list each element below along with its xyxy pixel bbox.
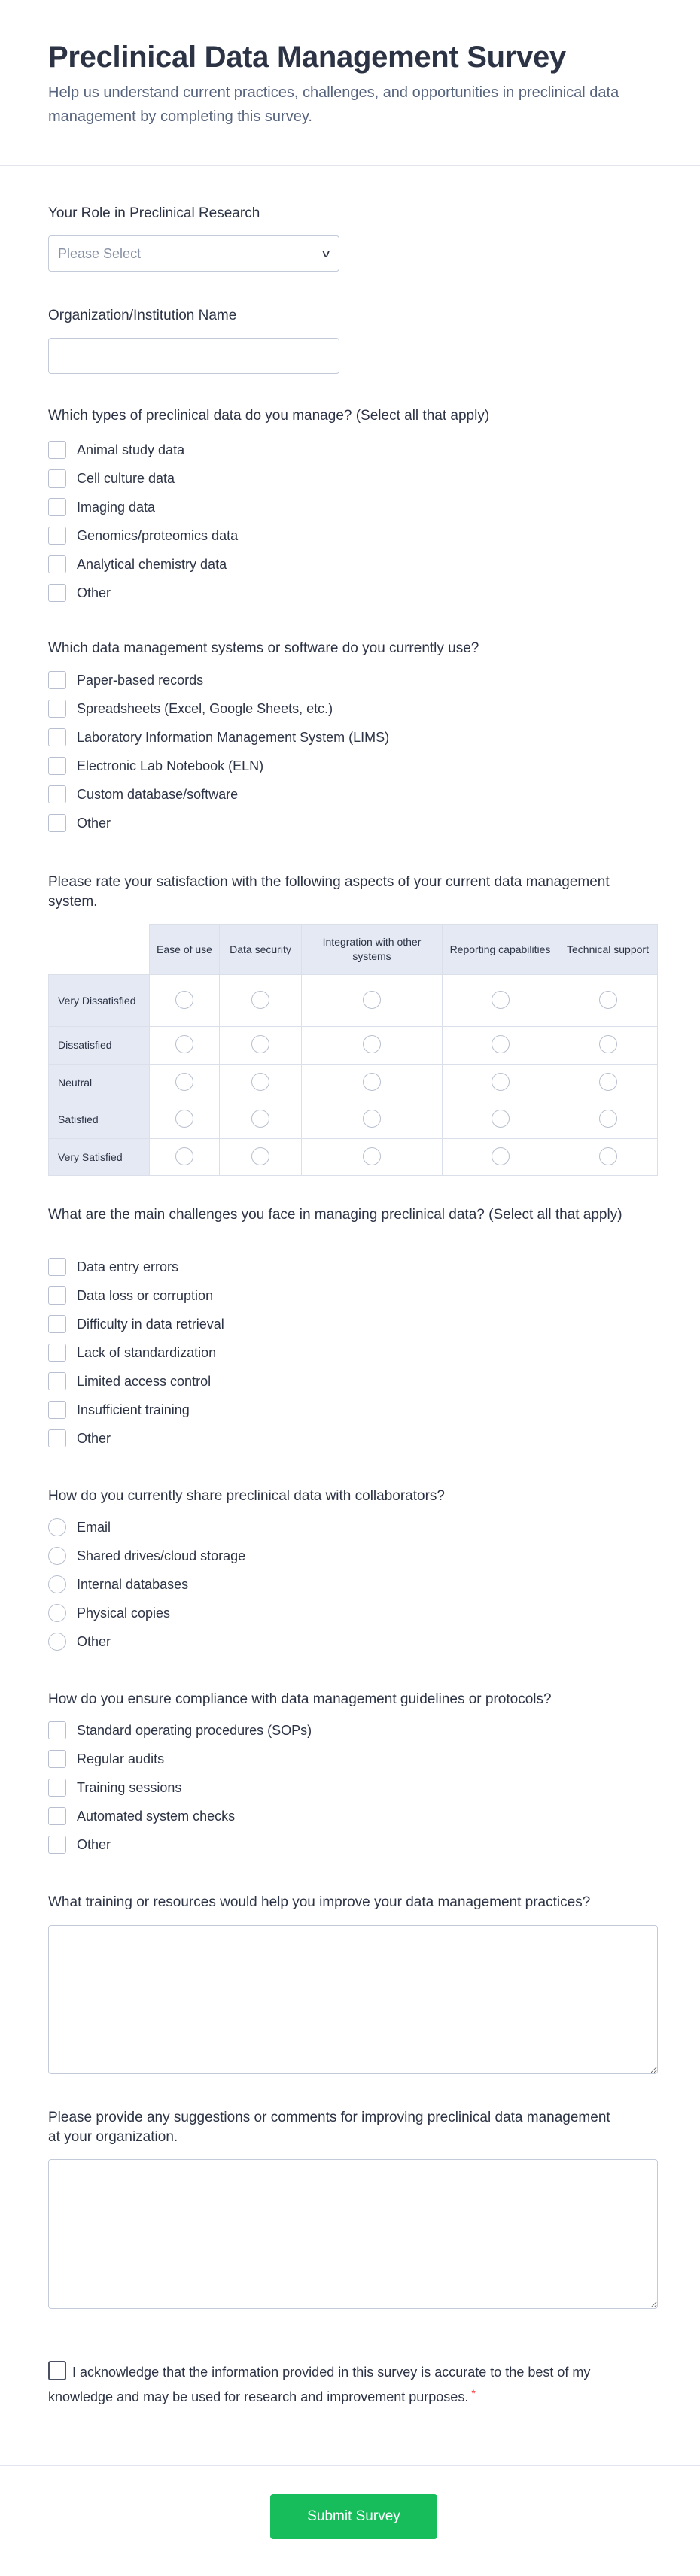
matrix-radio-button[interactable] (492, 1073, 510, 1091)
checkbox-option[interactable] (48, 1802, 650, 1830)
acknowledgement-text: I acknowledge that the information provided in this survey is accurate to the best of my knowledge and may be used for research and improvement purposes. (48, 2365, 591, 2404)
checkbox[interactable] (48, 785, 66, 803)
checkbox-option[interactable] (48, 464, 650, 493)
matrix-radio-button[interactable] (251, 1035, 269, 1053)
checkbox-option[interactable] (48, 1830, 650, 1859)
matrix-cell (558, 975, 658, 1027)
challenges-label: What are the main challenges you face in managing preclinical data? (Select all that apply) (48, 1207, 622, 1223)
checkbox[interactable] (48, 1401, 66, 1419)
checkbox[interactable] (48, 441, 66, 459)
matrix-cell (220, 1139, 302, 1176)
option-label: Laboratory Information Management System (LIMS) (77, 729, 390, 745)
matrix-cell (150, 1139, 220, 1176)
checkbox[interactable] (48, 1286, 66, 1305)
radio-button[interactable] (48, 1547, 66, 1565)
satisfaction-matrix (48, 924, 658, 1176)
matrix-row (48, 1065, 658, 1101)
option-label: Paper-based records (77, 672, 204, 688)
matrix-row-header: Very Dissatisfied (48, 975, 150, 1027)
acknowledgement-checkbox[interactable] (48, 2361, 66, 2380)
option-label: Electronic Lab Notebook (ELN) (77, 758, 264, 773)
matrix-column-header: Ease of use (150, 924, 220, 975)
matrix-radio-button[interactable] (599, 1147, 617, 1165)
radio-button[interactable] (48, 1633, 66, 1651)
chevron-down-icon: ∨ (320, 247, 332, 260)
checkbox[interactable] (48, 814, 66, 832)
matrix-cell (150, 1027, 220, 1065)
matrix-column-header: Integration with other systems (302, 924, 443, 975)
compliance-options (48, 1716, 650, 1859)
matrix-radio-button[interactable] (492, 1035, 510, 1053)
acknowledgement (48, 2361, 605, 2407)
checkbox-option[interactable] (48, 1310, 650, 1338)
checkbox[interactable] (48, 1429, 66, 1447)
option-label: Shared drives/cloud storage (77, 1548, 246, 1563)
submit-button[interactable]: Submit Survey (270, 2494, 437, 2539)
checkbox-option[interactable] (48, 809, 650, 837)
matrix-cell (302, 1027, 443, 1065)
checkbox-option[interactable] (48, 550, 650, 579)
option-label: Training sessions (77, 1779, 182, 1795)
checkbox[interactable] (48, 1836, 66, 1854)
checkbox-option[interactable] (48, 1338, 650, 1367)
checkbox[interactable] (48, 555, 66, 573)
checkbox-option[interactable] (48, 1253, 650, 1281)
matrix-row-header: Dissatisfied (48, 1027, 150, 1065)
matrix-cell (302, 975, 443, 1027)
checkbox[interactable] (48, 498, 66, 516)
checkbox-option[interactable] (48, 1745, 650, 1773)
training-textarea[interactable] (48, 1925, 658, 2074)
option-label: Spreadsheets (Excel, Google Sheets, etc.) (77, 700, 333, 716)
suggestions-label: Please provide any suggestions or comments for improving preclinical data management at your organization. (48, 2110, 610, 2145)
radio-button[interactable] (48, 1575, 66, 1593)
matrix-radio-button[interactable] (251, 1073, 269, 1091)
page-title: Preclinical Data Management Survey (48, 41, 566, 74)
matrix-radio-button[interactable] (175, 1110, 193, 1128)
systems-options (48, 666, 650, 837)
checkbox[interactable] (48, 1344, 66, 1362)
header-divider (0, 165, 700, 166)
radio-option[interactable] (48, 1627, 650, 1656)
option-label: Custom database/software (77, 786, 239, 802)
matrix-radio-button[interactable] (175, 1035, 193, 1053)
matrix-row-header: Neutral (48, 1065, 150, 1101)
option-label: Genomics/proteomics data (77, 527, 239, 543)
sharing-label: How do you currently share preclinical data with collaborators? (48, 1488, 445, 1504)
page-subtitle: Help us understand current practices, challenges, and opportunities in preclinical data management by completing this survey. (48, 84, 619, 125)
option-label: Automated system checks (77, 1808, 236, 1824)
matrix-cell (443, 1139, 558, 1176)
option-label: Data loss or corruption (77, 1287, 214, 1303)
compliance-label: How do you ensure compliance with data management guidelines or protocols? (48, 1691, 552, 1707)
matrix-cell (220, 975, 302, 1027)
option-label: Analytical chemistry data (77, 556, 227, 572)
checkbox[interactable] (48, 527, 66, 545)
role-select-placeholder: Please Select (58, 245, 142, 261)
radio-option[interactable] (48, 1599, 650, 1627)
option-label: Physical copies (77, 1605, 171, 1621)
matrix-row (48, 1027, 658, 1065)
matrix-column-header: Reporting capabilities (443, 924, 558, 975)
checkbox[interactable] (48, 728, 66, 746)
checkbox[interactable] (48, 671, 66, 689)
radio-option[interactable] (48, 1570, 650, 1599)
option-label: Email (77, 1519, 111, 1535)
option-label: Data entry errors (77, 1259, 179, 1274)
matrix-cell (302, 1139, 443, 1176)
option-label: Other (77, 1836, 111, 1852)
matrix-row (48, 1139, 658, 1176)
checkbox[interactable] (48, 1721, 66, 1739)
radio-button[interactable] (48, 1518, 66, 1536)
checkbox[interactable] (48, 1750, 66, 1768)
checkbox[interactable] (48, 700, 66, 718)
option-label: Standard operating procedures (SOPs) (77, 1722, 312, 1738)
matrix-radio-button[interactable] (599, 1035, 617, 1053)
matrix-column-header: Data security (220, 924, 302, 975)
matrix-radio-button[interactable] (599, 1073, 617, 1091)
training-label: What training or resources would help you improve your data management practices? (48, 1894, 591, 1910)
checkbox-option[interactable] (48, 1396, 650, 1424)
organization-input[interactable] (48, 338, 339, 374)
matrix-radio-button[interactable] (492, 991, 510, 1009)
option-label: Other (77, 1430, 111, 1446)
checkbox[interactable] (48, 1372, 66, 1390)
matrix-cell (558, 1139, 658, 1176)
option-label: Other (77, 815, 111, 831)
matrix-cell (558, 1101, 658, 1139)
matrix-cell (558, 1065, 658, 1101)
matrix-cell (443, 1101, 558, 1139)
matrix-cell (302, 1065, 443, 1101)
checkbox-option[interactable] (48, 493, 650, 521)
matrix-cell (150, 1101, 220, 1139)
matrix-cell (150, 1065, 220, 1101)
checkbox[interactable] (48, 469, 66, 488)
option-label: Animal study data (77, 442, 185, 457)
checkbox-option[interactable] (48, 436, 650, 464)
matrix-cell (150, 975, 220, 1027)
radio-button[interactable] (48, 1604, 66, 1622)
required-mark: * (471, 2387, 476, 2399)
role-label: Your Role in Preclinical Research (48, 205, 260, 221)
footer-divider (0, 2465, 700, 2466)
matrix-cell (220, 1065, 302, 1101)
checkbox[interactable] (48, 1315, 66, 1333)
organization-label: Organization/Institution Name (48, 308, 237, 324)
radio-option[interactable] (48, 1513, 650, 1542)
matrix-radio-button[interactable] (363, 1035, 381, 1053)
checkbox[interactable] (48, 1258, 66, 1276)
matrix-row-header: Satisfied (48, 1101, 150, 1139)
option-label: Other (77, 585, 111, 600)
checkbox-option[interactable] (48, 752, 650, 780)
checkbox-option[interactable] (48, 694, 650, 723)
data-types-options (48, 436, 650, 607)
checkbox-option[interactable] (48, 1281, 650, 1310)
matrix-cell (443, 975, 558, 1027)
checkbox-option[interactable] (48, 1424, 650, 1453)
matrix-radio-button[interactable] (492, 1147, 510, 1165)
challenges-options (48, 1253, 650, 1453)
matrix-cell (558, 1027, 658, 1065)
matrix-radio-button[interactable] (175, 991, 193, 1009)
option-label: Internal databases (77, 1576, 189, 1592)
checkbox[interactable] (48, 1807, 66, 1825)
option-label: Limited access control (77, 1373, 212, 1389)
suggestions-textarea[interactable] (48, 2159, 658, 2309)
matrix-radio-button[interactable] (492, 1110, 510, 1128)
option-label: Difficulty in data retrieval (77, 1316, 224, 1332)
matrix-cell (443, 1065, 558, 1101)
option-label: Regular audits (77, 1751, 165, 1766)
option-label: Lack of standardization (77, 1344, 217, 1360)
checkbox-option[interactable] (48, 1716, 650, 1745)
checkbox-option[interactable] (48, 723, 650, 752)
option-label: Other (77, 1633, 111, 1649)
checkbox-option[interactable] (48, 780, 650, 809)
matrix-cell (220, 1101, 302, 1139)
sharing-options (48, 1513, 650, 1656)
matrix-radio-button[interactable] (175, 1073, 193, 1091)
matrix-column-header: Technical support (558, 924, 658, 975)
checkbox-option[interactable] (48, 521, 650, 550)
matrix-radio-button[interactable] (175, 1147, 193, 1165)
matrix-cell (443, 1027, 558, 1065)
checkbox-option[interactable] (48, 1773, 650, 1802)
matrix-corner (48, 924, 150, 975)
satisfaction-label: Please rate your satisfaction with the following aspects of your current data management system. (48, 874, 610, 910)
matrix-radio-button[interactable] (363, 991, 381, 1009)
data-types-label: Which types of preclinical data do you manage? (Select all that apply) (48, 408, 490, 424)
role-select[interactable] (48, 235, 339, 272)
matrix-cell (302, 1101, 443, 1139)
checkbox-option[interactable] (48, 666, 650, 694)
matrix-radio-button[interactable] (363, 1147, 381, 1165)
option-label: Imaging data (77, 499, 156, 515)
checkbox-option[interactable] (48, 579, 650, 607)
option-label: Cell culture data (77, 470, 175, 486)
systems-label: Which data management systems or software do you currently use? (48, 640, 479, 656)
checkbox[interactable] (48, 584, 66, 602)
matrix-radio-button[interactable] (599, 991, 617, 1009)
matrix-radio-button[interactable] (363, 1110, 381, 1128)
checkbox[interactable] (48, 1779, 66, 1797)
radio-option[interactable] (48, 1542, 650, 1570)
matrix-row-header: Very Satisfied (48, 1139, 150, 1176)
matrix-radio-button[interactable] (251, 1110, 269, 1128)
matrix-radio-button[interactable] (363, 1073, 381, 1091)
matrix-cell (220, 1027, 302, 1065)
matrix-radio-button[interactable] (599, 1110, 617, 1128)
option-label: Insufficient training (77, 1402, 190, 1417)
matrix-radio-button[interactable] (251, 1147, 269, 1165)
matrix-radio-button[interactable] (251, 991, 269, 1009)
checkbox-option[interactable] (48, 1367, 650, 1396)
matrix-row (48, 1101, 658, 1139)
checkbox[interactable] (48, 757, 66, 775)
matrix-row (48, 975, 658, 1027)
